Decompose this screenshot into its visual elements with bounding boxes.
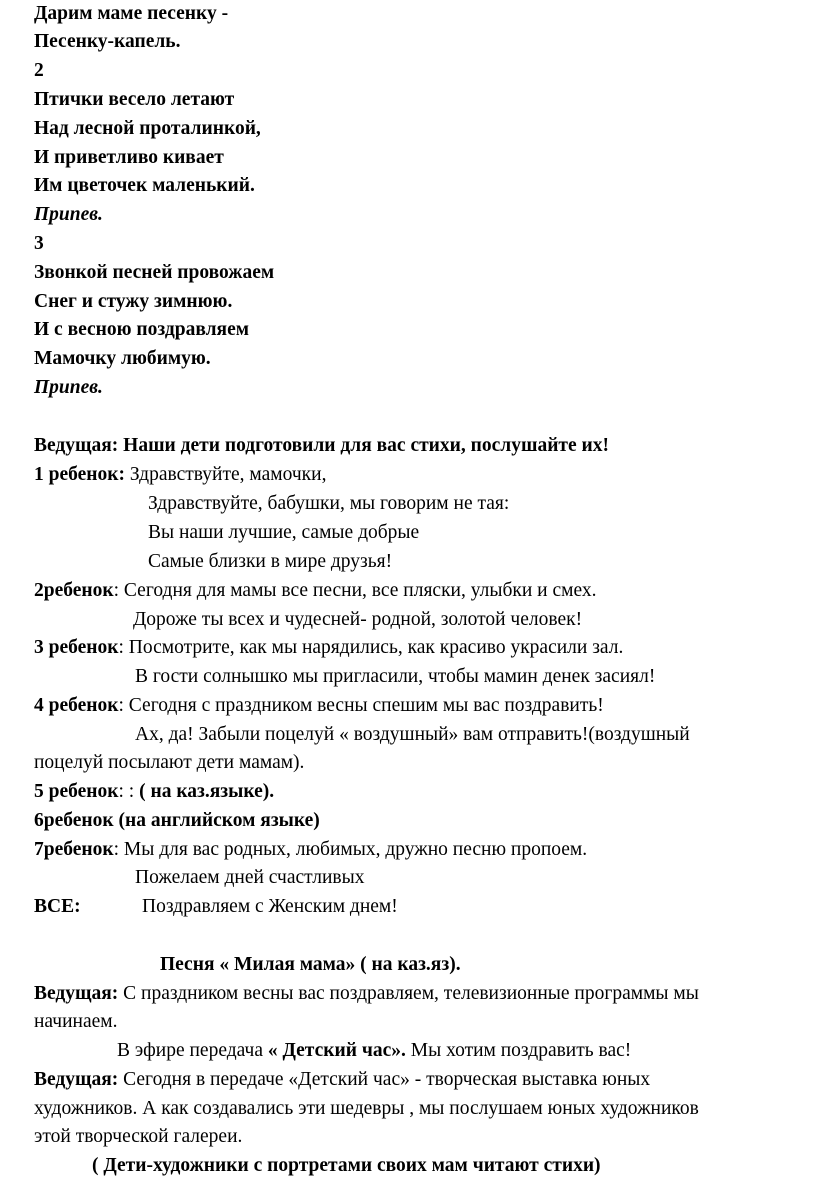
speech-line: поцелуй посылают дети мамам).	[34, 752, 305, 773]
speech-line: Самые близки в мире друзья!	[148, 551, 393, 572]
speech-text: : Посмотрите, как мы нарядились, как красиво украсили зал.	[118, 637, 624, 658]
song-line: Снег и стужу зимнюю.	[34, 291, 233, 312]
speech-line: В гости солнышко мы пригласили, чтобы мамин денек засиял!	[135, 666, 656, 687]
speech-text: Наши дети подготовили для вас стихи, послушайте их!	[118, 435, 610, 456]
child-line	[34, 692, 604, 720]
child-line	[34, 836, 587, 864]
speaker-label: 2ребенок	[34, 580, 114, 601]
speech-separator: : :	[118, 781, 140, 802]
speaker-label: 5 ребенок	[34, 781, 119, 802]
song-line: Им цветочек маленький.	[34, 175, 255, 196]
host-line	[34, 432, 609, 460]
song-line: И приветливо кивает	[34, 147, 224, 168]
child-line	[34, 778, 274, 806]
speech-line	[117, 1037, 631, 1065]
speech-text: С праздником весны вас поздравляем, телевизионные программы мы	[118, 983, 699, 1004]
speech-text: В эфире передача	[117, 1040, 268, 1061]
stage-direction: ( Дети-художники с портретами своих мам читают стихи)	[92, 1155, 601, 1176]
speech-text: : Мы для вас родных, любимых, дружно песню пропоем.	[113, 839, 588, 860]
chorus-label: Припев.	[34, 204, 103, 225]
child-line	[34, 461, 326, 489]
speech-text: Здравствуйте, мамочки,	[125, 464, 327, 485]
child-line	[34, 634, 623, 662]
speech-line: Вы наши лучшие, самые добрые	[148, 522, 420, 543]
verse-number: 2	[34, 60, 44, 81]
song-line: И с весною поздравляем	[34, 319, 250, 340]
host-line	[34, 1066, 650, 1094]
speaker-label: Ведущая:	[34, 983, 119, 1004]
speech-line: Пожелаем дней счастливых	[135, 867, 365, 888]
song-line: Мамочку любимую.	[34, 348, 211, 369]
speech-line: Дороже ты всех и чудесней- родной, золотой человек!	[133, 609, 583, 630]
speech-line: Ах, да! Забыли поцелуй « воздушный» вам отправить!(воздушный	[135, 724, 690, 745]
song-line: Птички весело летают	[34, 89, 235, 110]
chorus-label: Припев.	[34, 377, 103, 398]
speech-text: : Сегодня для мамы все песни, все пляски, улыбки и смех.	[113, 580, 597, 601]
song-line: Звонкой песней провожаем	[34, 262, 275, 283]
speech-line: начинаем.	[34, 1011, 118, 1032]
host-line	[34, 980, 699, 1008]
program-title: « Детский час».	[267, 1040, 406, 1061]
speech-text: Поздравляем с Женским днем!	[142, 896, 398, 917]
song-line: Дарим маме песенку -	[34, 3, 229, 24]
speaker-label: 3 ребенок	[34, 637, 119, 658]
child-line: 6ребенок (на английском языке)	[34, 810, 320, 831]
child-line	[34, 577, 597, 605]
speech-text: : Сегодня с праздником весны спешим мы вас поздравить!	[118, 695, 604, 716]
speech-text: Сегодня в передаче «Детский час» - творческая выставка юных	[118, 1069, 651, 1090]
speaker-label: 7ребенок	[34, 839, 114, 860]
speech-line: Здравствуйте, бабушки, мы говорим не тая:	[148, 493, 510, 514]
speech-text: ( на каз.языке).	[139, 781, 275, 802]
speaker-label: 1 ребенок:	[34, 464, 125, 485]
song-line: Над лесной проталинкой,	[34, 118, 261, 139]
speaker-label: Ведущая:	[34, 1069, 119, 1090]
song-title: Песня « Милая мама» ( на каз.яз).	[160, 954, 461, 975]
speaker-label: Ведущая:	[34, 435, 119, 456]
speech-line: этой творческой галереи.	[34, 1126, 243, 1147]
verse-number: 3	[34, 233, 44, 254]
speaker-label: ВСЕ:	[34, 896, 81, 917]
speech-text: Мы хотим поздравить вас!	[405, 1040, 632, 1061]
speech-line: художников. А как создавались эти шедевры , мы послушаем юных художников	[34, 1098, 699, 1119]
song-line: Песенку-капель.	[34, 31, 181, 52]
speaker-label: 4 ребенок	[34, 695, 119, 716]
